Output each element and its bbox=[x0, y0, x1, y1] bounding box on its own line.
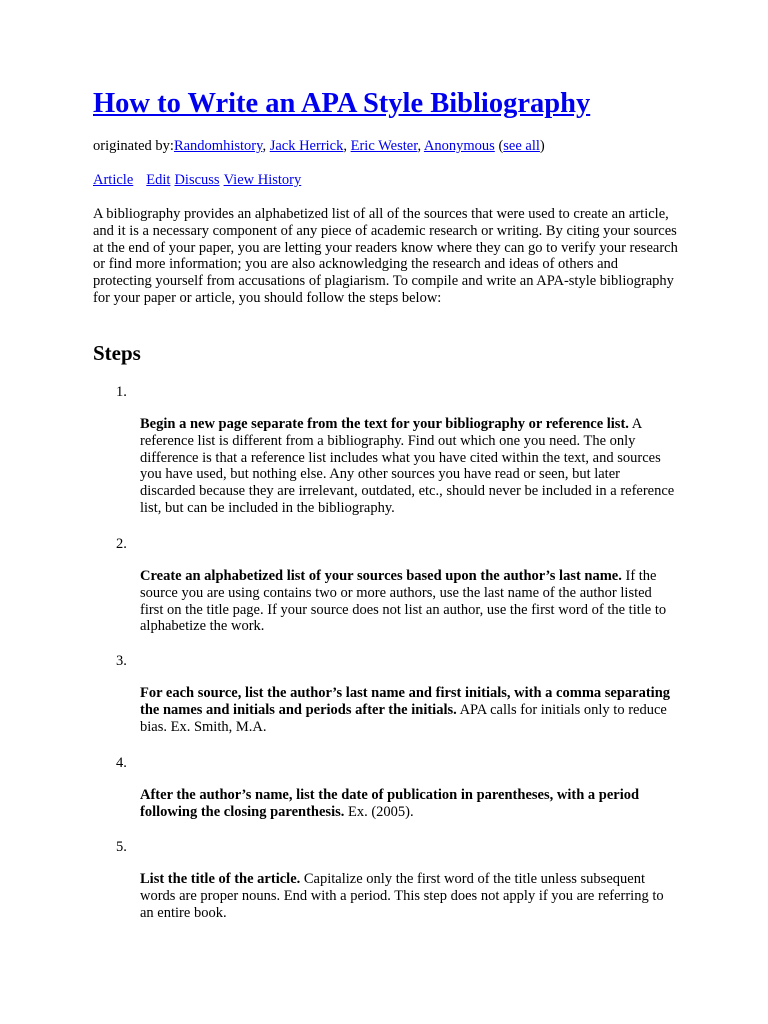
author-link-anonymous[interactable]: Anonymous bbox=[423, 138, 495, 154]
steps-heading: Steps bbox=[93, 341, 141, 365]
see-all-authors-link[interactable]: see all bbox=[503, 138, 540, 154]
step-description: If the source you are using contains two or more authors, use the last name of the author listed first on the title page. If your source does not list an author, use the first word of the title to alphabetize the work. bbox=[140, 568, 667, 635]
originated-by-label: originated by: bbox=[93, 138, 174, 154]
step-bold-heading: Create an alphabetized list of your sources based upon the author’s last name. bbox=[140, 568, 622, 584]
tab-article[interactable]: Article bbox=[93, 172, 134, 188]
step-text bbox=[140, 416, 676, 517]
step-number: 2. bbox=[116, 536, 127, 552]
step-text bbox=[140, 787, 676, 821]
page-title[interactable] bbox=[93, 86, 590, 122]
step-description: Ex. (2005). bbox=[347, 803, 414, 820]
step-number: 5. bbox=[116, 839, 127, 855]
step-number: 1. bbox=[116, 384, 127, 400]
step-bold-heading: List the title of the article. bbox=[140, 871, 301, 887]
author-link-randomhistory[interactable]: Randomhistory bbox=[173, 138, 263, 154]
step-text bbox=[140, 871, 676, 921]
step-text bbox=[140, 685, 676, 735]
author-link-eric-wester[interactable]: Eric Wester bbox=[350, 138, 418, 154]
step-text bbox=[140, 568, 676, 635]
step-number: 3. bbox=[116, 653, 127, 669]
step-description: APA calls for initials only to reduce bias. Ex. Smith, M.A. bbox=[140, 701, 667, 735]
step-description: A reference list is different from a bibliography. Find out which one you need. The only difference is that a reference list includes what you have cited within the text, and sources you have used, but nothing else. Any other sources you have read or seen, but later discarded because they are irrelevant, outdated, etc., should never be included in a reference list, but can be included in the bibliography. bbox=[140, 416, 675, 516]
step-bold-heading: For each source, list the author’s last name and first initials, with a comma separating the names and initials and periods after the initials. bbox=[140, 685, 671, 718]
step-bold-heading: Begin a new page separate from the text for your bibliography or reference list. bbox=[140, 416, 629, 432]
byline: originated by:Randomhistory, Jack Herrick, Eric Wester, Anonymous (see all) bbox=[93, 138, 545, 154]
tab-view-history[interactable]: View History bbox=[223, 172, 302, 188]
article-tabs bbox=[93, 171, 301, 189]
step-description: Capitalize only the first word of the title unless subsequent words are proper nouns. End with a period. This step does not apply if you are referring to an entire book. bbox=[140, 871, 664, 921]
step-number: 4. bbox=[116, 755, 127, 771]
tab-edit[interactable]: Edit bbox=[146, 172, 171, 188]
title-link[interactable]: How to Write an APA Style Bibliography bbox=[93, 88, 591, 119]
tab-discuss[interactable]: Discuss bbox=[174, 172, 220, 188]
step-bold-heading: After the author’s name, list the date of publication in parentheses, with a period following the closing parenthesis. bbox=[140, 787, 640, 820]
intro-paragraph: A bibliography provides an alphabetized list of all of the sources that were used to create an article, and it is a necessary component of any piece of academic research or writing. By citing your sources at the end of your paper, you are letting your readers know where they can go to verify your research or find more information; you are also acknowledging the research and ideas of others and protecting yourself from accusations of plagiarism. To compile and write an APA-style bibliography for your paper or article, you should follow the steps below: bbox=[93, 206, 678, 306]
author-link-jack-herrick[interactable]: Jack Herrick bbox=[269, 138, 344, 154]
